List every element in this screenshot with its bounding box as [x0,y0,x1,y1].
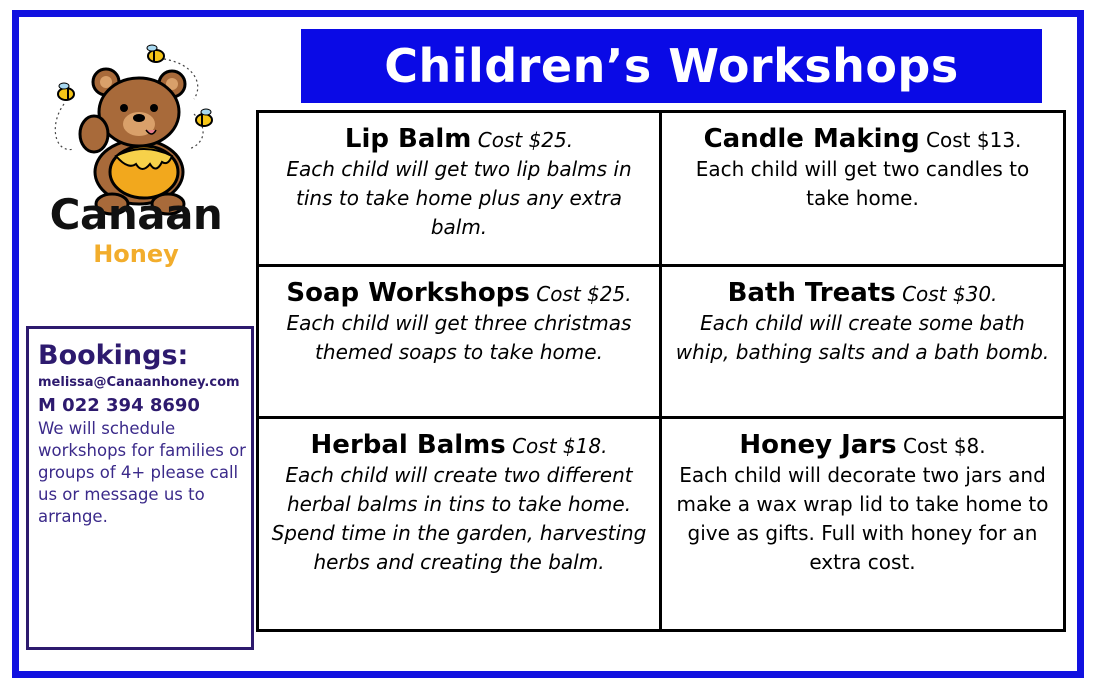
bee-icon [58,83,74,100]
page-title: Children’s Workshops [384,39,959,93]
title-banner [301,29,1042,103]
bee-icon [196,109,212,126]
workshop-description: Each child will get three christmas themed soaps to take home. [286,311,632,364]
workshop-cell-bath-treats [662,267,1063,419]
workshop-cost: Cost $30. [902,282,998,306]
workshop-cell-soap-workshops [259,267,662,419]
workshop-cell-honey-jars [662,419,1063,629]
bookings-email[interactable]: melissa@Canaanhoney.com [38,375,240,390]
bookings-title: Bookings: [38,340,189,371]
workshop-description: Each child will get two lip balms in tins to take home plus any extra balm. [286,157,632,239]
workshop-cost: Cost $25. [477,128,574,152]
workshop-cell-lip-balm [259,113,662,267]
bookings-note: We will schedule workshops for families or groups of 4+ please call us or message us to arrange. [38,419,246,526]
workshop-name: Soap Workshops [286,278,530,308]
workshop-name: Honey Jars [739,430,897,460]
workshop-name: Bath Treats [727,278,896,308]
workshop-description: Each child will create two different herbal balms in tins to take home. Spend time in the garden, harvesting herbs and creating the balm. [271,463,647,574]
bookings-phone[interactable]: M 022 394 8690 [38,395,200,416]
brand-subtitle: Honey [93,240,179,268]
workshop-description: Each child will decorate two jars and make a wax wrap lid to take home to give as gifts. Full with honey for an extra cost. [676,463,1049,574]
workshop-cost: Cost $18. [512,434,608,458]
workshop-cost: Cost $25. [536,282,632,306]
workshop-name: Candle Making [703,124,920,154]
workshops-table [256,110,1066,632]
workshop-cost: Cost $13. [926,128,1022,152]
workshop-name: Lip Balm [344,124,472,154]
workshop-description: Each child will get two candles to take home. [695,157,1030,210]
workshop-cell-candle-making [662,113,1063,267]
brand-name: Canaan [49,190,223,239]
workshop-description: Each child will create some bath whip, bathing salts and a bath bomb. [675,311,1050,364]
workshop-cost: Cost $8. [903,434,986,458]
bookings-box [26,326,254,650]
workshop-name: Herbal Balms [310,430,506,460]
bee-icon [147,45,164,62]
workshop-cell-herbal-balms [259,419,662,629]
